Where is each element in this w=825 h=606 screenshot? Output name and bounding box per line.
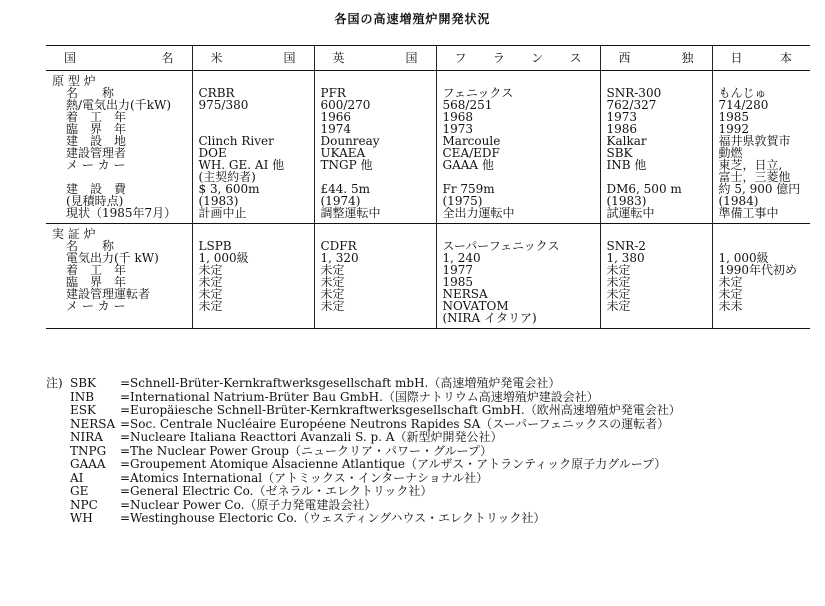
cell-line bbox=[199, 111, 314, 123]
cell-line: 未定 bbox=[198, 263, 223, 277]
header-char: 国 bbox=[64, 51, 77, 65]
note-row bbox=[46, 458, 681, 472]
cell-line: CDFR bbox=[320, 239, 357, 253]
cell-line: 1973 bbox=[606, 110, 638, 124]
note-abbreviation: GE bbox=[70, 484, 89, 498]
cell-line: SNR-300 bbox=[606, 86, 662, 100]
cell-line: NOVATOM bbox=[442, 299, 509, 313]
header-row bbox=[46, 46, 810, 71]
cell-line: Dounreay bbox=[320, 134, 380, 148]
cell-line: 未定 bbox=[718, 287, 743, 301]
cell-line: 富士，三菱他 bbox=[718, 170, 791, 184]
note-definition: =International Natrium-Brüter Bau GmbH.（国際ナトリウム高速増殖炉建設会社） bbox=[120, 389, 599, 404]
note-definition: =The Nuclear Power Group（ニュークリア・パワー・グループ） bbox=[120, 443, 493, 458]
cell-line: GAAA 他 bbox=[442, 158, 494, 172]
note-row bbox=[46, 431, 681, 445]
cell-line: Fr 759m bbox=[442, 182, 495, 196]
cell-line: 未定 bbox=[606, 299, 631, 313]
prototype-japan bbox=[712, 71, 810, 224]
note-row bbox=[46, 391, 681, 405]
cell-line: 現状（1985年7月） bbox=[66, 206, 177, 220]
cell-line: 実 証 炉 bbox=[52, 227, 96, 241]
cell-line: 未定 bbox=[198, 275, 223, 289]
cell-line: メ ー カ ー bbox=[66, 299, 126, 313]
cell-line: Kalkar bbox=[606, 134, 647, 148]
cell-line bbox=[719, 312, 811, 324]
note-definition: =Nucleare Italiana Reacttori Avanzali S. p. A（新型炉開発公社） bbox=[120, 430, 503, 444]
cell-line: 600/270 bbox=[320, 98, 371, 112]
note-row bbox=[46, 512, 681, 526]
cell-line: 臨 界 年 bbox=[66, 122, 127, 136]
cell-line: 1, 320 bbox=[320, 251, 359, 265]
cell-line: INB 他 bbox=[606, 158, 647, 172]
cell-line: (1975) bbox=[442, 194, 483, 208]
header-usa bbox=[192, 46, 314, 71]
header-char: 国 bbox=[283, 51, 296, 65]
note-prefix bbox=[46, 391, 70, 405]
cell-line: 未定 bbox=[320, 299, 345, 313]
cell-line: 未未 bbox=[718, 299, 743, 313]
demo-uk bbox=[314, 224, 436, 329]
fbr-status-table bbox=[46, 45, 810, 329]
cell-line: メ ー カ ー bbox=[66, 158, 126, 172]
cell-line: (NIRA イタリア) bbox=[442, 311, 537, 325]
cell-line: 原 型 炉 bbox=[52, 74, 96, 88]
note-abbreviation: NERSA bbox=[70, 416, 116, 431]
note-definition: =Schnell-Brüter-Kernkraftwerksgesellschaft mbH.（高速増殖炉発電会社） bbox=[120, 376, 561, 390]
cell-line: 1, 000級 bbox=[718, 251, 769, 265]
demo-section bbox=[46, 224, 810, 329]
cell-line: WH. GE. AI 他 bbox=[198, 158, 285, 172]
note-definition: =Soc. Centrale Nucléaire Européene Neutrons Rapides SA（スーパーフェニックスの運転者） bbox=[120, 416, 670, 431]
header-uk bbox=[314, 46, 436, 71]
cell-line: 東芝，日立, bbox=[718, 158, 783, 172]
header-char: 米 bbox=[210, 51, 223, 65]
demo-usa bbox=[192, 224, 314, 329]
header-west-germany bbox=[600, 46, 712, 71]
header-japan bbox=[712, 46, 810, 71]
cell-line: 未定 bbox=[606, 287, 631, 301]
note-prefix bbox=[46, 458, 70, 472]
note-row bbox=[46, 499, 681, 513]
cell-line: 福井県敦賀市 bbox=[718, 134, 791, 148]
note-prefix bbox=[46, 499, 70, 513]
cell-line: 1, 240 bbox=[442, 251, 481, 265]
note-abbreviation: WH bbox=[70, 511, 93, 525]
header-char: ラ bbox=[492, 51, 505, 65]
demo-west-germany bbox=[600, 224, 712, 329]
note-abbreviation: TNPG bbox=[70, 443, 107, 458]
cell-line: 着 工 年 bbox=[66, 263, 127, 277]
note-definition: =Westinghouse Electoric Co.（ウェスティングハウス・エレクトリック社） bbox=[120, 511, 546, 525]
header-char: 西 bbox=[618, 51, 631, 65]
cell-line: (主契約者) bbox=[198, 170, 256, 184]
cell-line: 未定 bbox=[320, 275, 345, 289]
cell-line: CRBR bbox=[198, 86, 235, 100]
cell-line: 建設管理者 bbox=[66, 146, 127, 160]
cell-line: 未定 bbox=[718, 275, 743, 289]
cell-line: 臨 界 年 bbox=[66, 275, 127, 289]
note-row bbox=[46, 472, 681, 486]
cell-line: 1968 bbox=[442, 110, 474, 124]
cell-line bbox=[199, 312, 314, 324]
note-definition: =Europäiesche Schnell-Brüter-Kernkraftwerksgesellschaft GmbH.（欧州高速増殖炉発電会社） bbox=[120, 403, 681, 417]
header-char: 日 bbox=[730, 51, 743, 65]
header-char: 英 bbox=[332, 51, 345, 65]
cell-line: 975/380 bbox=[198, 98, 249, 112]
prototype-france bbox=[436, 71, 600, 224]
notes-block bbox=[46, 377, 681, 526]
cell-line: フェニックス bbox=[442, 86, 514, 100]
note-abbreviation: ESK bbox=[70, 403, 96, 417]
cell-line: (1984) bbox=[718, 194, 759, 208]
cell-line: $ 3, 600m bbox=[198, 182, 260, 196]
note-abbreviation: NPC bbox=[70, 497, 98, 512]
cell-line: 建 設 費 bbox=[66, 182, 127, 196]
header-country-label bbox=[46, 46, 192, 71]
note-prefix bbox=[46, 512, 70, 526]
demo-japan bbox=[712, 224, 810, 329]
cell-line: PFR bbox=[320, 86, 346, 100]
note-row bbox=[46, 445, 681, 459]
cell-line: 未定 bbox=[320, 263, 345, 277]
cell-line: 試運転中 bbox=[606, 206, 655, 220]
note-prefix bbox=[46, 445, 70, 459]
cell-line: 電気出力(千 kW) bbox=[66, 251, 159, 265]
note-abbreviation: GAAA bbox=[70, 457, 106, 471]
cell-line: DM6, 500 m bbox=[606, 182, 682, 196]
prototype-usa bbox=[192, 71, 314, 224]
note-definition: =General Electric Co.（ゼネラル・エレクトリック社） bbox=[120, 484, 433, 498]
prototype-labels bbox=[46, 71, 192, 224]
cell-line: Clinch River bbox=[198, 134, 274, 148]
note-prefix bbox=[46, 404, 70, 418]
cell-line bbox=[321, 312, 436, 324]
cell-line: 未定 bbox=[606, 275, 631, 289]
cell-line: 全出力運転中 bbox=[442, 206, 515, 220]
note-row bbox=[46, 404, 681, 418]
prototype-section bbox=[46, 71, 810, 224]
header-char: 国 bbox=[405, 51, 418, 65]
cell-line: 568/251 bbox=[442, 98, 493, 112]
header-char: フ bbox=[454, 51, 467, 65]
cell-line: SNR-2 bbox=[606, 239, 646, 253]
cell-line: 建 設 地 bbox=[66, 134, 127, 148]
cell-line: CEA/EDF bbox=[442, 146, 500, 160]
demo-labels bbox=[46, 224, 192, 329]
cell-line: NERSA bbox=[442, 287, 488, 301]
prototype-uk bbox=[314, 71, 436, 224]
cell-line: 1986 bbox=[606, 122, 638, 136]
note-prefix bbox=[46, 418, 70, 432]
cell-line: 1974 bbox=[320, 122, 352, 136]
cell-line: 名 称 bbox=[66, 239, 115, 253]
cell-line: TNGP 他 bbox=[320, 158, 373, 172]
document-title: 各国の高速増殖炉開発状況 bbox=[334, 12, 491, 26]
note-prefix: 注) bbox=[46, 376, 63, 390]
note-abbreviation: SBK bbox=[70, 376, 97, 390]
header-char: 本 bbox=[779, 51, 792, 65]
cell-line: DOE bbox=[198, 146, 227, 160]
cell-line: 着 工 年 bbox=[66, 110, 127, 124]
cell-line: UKAEA bbox=[320, 146, 366, 160]
cell-line: 762/327 bbox=[606, 98, 657, 112]
cell-line: 1, 000級 bbox=[198, 251, 249, 265]
cell-line: 準備工事中 bbox=[718, 206, 779, 220]
note-definition: =Groupement Atomique Alsacienne Atlantique（アルザス・アトランティック原子力グループ） bbox=[120, 457, 667, 471]
cell-line: 1992 bbox=[718, 122, 750, 136]
cell-line: もんじゅ bbox=[718, 86, 767, 100]
cell-line: 未定 bbox=[606, 263, 631, 277]
note-row bbox=[46, 418, 681, 432]
demo-france bbox=[436, 224, 600, 329]
header-france bbox=[436, 46, 600, 71]
cell-line: 未定 bbox=[198, 287, 223, 301]
note-prefix bbox=[46, 431, 70, 445]
note-prefix bbox=[46, 472, 70, 486]
cell-line: 1985 bbox=[442, 275, 474, 289]
cell-line: 1977 bbox=[442, 263, 474, 277]
header-char: 独 bbox=[681, 51, 694, 65]
prototype-west-germany bbox=[600, 71, 712, 224]
cell-line: 1973 bbox=[442, 122, 474, 136]
cell-line: (1983) bbox=[606, 194, 647, 208]
note-prefix bbox=[46, 485, 70, 499]
cell-line: 名 称 bbox=[66, 86, 115, 100]
cell-line: 714/280 bbox=[718, 98, 769, 112]
cell-line: 計画中止 bbox=[198, 206, 247, 220]
cell-line: 未定 bbox=[198, 299, 223, 313]
note-definition: =Nuclear Power Co.（原子力発電建設会社） bbox=[120, 497, 377, 512]
cell-line: 建設管理運転者 bbox=[66, 287, 151, 301]
cell-line: (見積時点) bbox=[66, 194, 124, 208]
cell-line bbox=[719, 228, 811, 240]
header-char: ス bbox=[569, 51, 582, 65]
cell-line: LSPB bbox=[198, 239, 232, 253]
cell-line: 動燃 bbox=[718, 146, 743, 160]
cell-line: 1985 bbox=[718, 110, 750, 124]
cell-line: SBK bbox=[606, 146, 633, 160]
note-definition: =Atomics International（アトミックス・インターナショナル社） bbox=[120, 470, 489, 485]
cell-line: 熱/電気出力(千kW) bbox=[66, 98, 172, 112]
note-abbreviation: AI bbox=[70, 470, 84, 485]
cell-line: (1974) bbox=[320, 194, 361, 208]
note-row bbox=[46, 485, 681, 499]
cell-line bbox=[607, 312, 712, 324]
cell-line: 調整運転中 bbox=[320, 206, 381, 220]
cell-line bbox=[52, 312, 192, 324]
cell-line: £44. 5m bbox=[320, 182, 371, 196]
cell-line: (1983) bbox=[198, 194, 239, 208]
header-char: 名 bbox=[161, 51, 174, 65]
cell-line: Marcoule bbox=[442, 134, 501, 148]
cell-line: 未定 bbox=[320, 287, 345, 301]
cell-line: 約 5, 900 億円 bbox=[718, 182, 801, 196]
cell-line: スーパーフェニックス bbox=[442, 239, 560, 253]
note-abbreviation: NIRA bbox=[70, 430, 103, 444]
cell-line: 1966 bbox=[320, 110, 352, 124]
note-row bbox=[46, 377, 681, 391]
cell-line: 1990年代初め bbox=[718, 263, 798, 277]
header-char: ン bbox=[531, 51, 544, 65]
note-abbreviation: INB bbox=[70, 389, 95, 404]
cell-line: 1, 380 bbox=[606, 251, 645, 265]
